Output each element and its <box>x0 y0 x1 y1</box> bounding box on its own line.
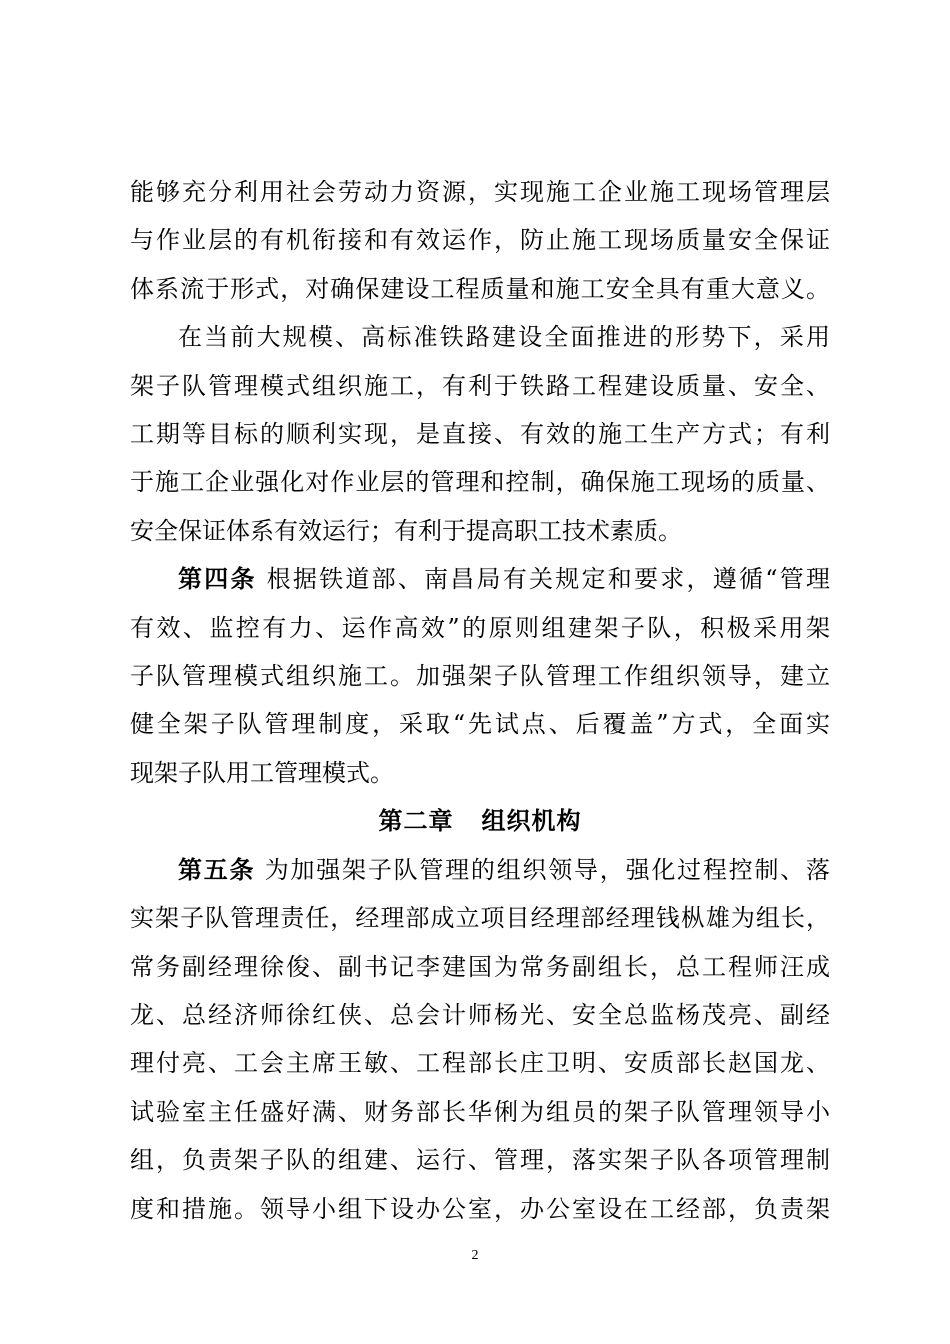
text-line: 组，负责架子队的组建、运行、管理，落实架子队各项管理制 <box>130 1146 830 1175</box>
text-line: 实架子队管理责任，经理部成立项目经理部经理钱枞雄为组长， <box>130 904 830 933</box>
text-line: 与作业层的有机衔接和有效运作，防止施工现场质量安全保证 <box>130 226 830 255</box>
text-line <box>130 846 830 894</box>
article-4-paragraph <box>130 555 845 797</box>
text-line: 安全保证体系有效运行；有利于提高职工技术素质。 <box>130 516 682 545</box>
text-line: 度和措施。领导小组下设办公室，办公室设在工经部，负责架 <box>130 1194 830 1223</box>
text-line: 架子队管理模式组织施工，有利于铁路工程建设质量、安全、 <box>130 371 830 400</box>
text-line <box>130 555 830 603</box>
text-line: 于施工企业强化对作业层的管理和控制，确保施工现场的质量、 <box>130 468 830 497</box>
document-body <box>130 168 845 1233</box>
paragraph-continuation <box>130 168 845 313</box>
chapter-number: 第二章 <box>378 806 454 836</box>
article-5-text: 为加强架子队管理的组织领导，强化过程控制、落 <box>264 855 830 884</box>
text-line: 能够充分利用社会劳动力资源，实现施工企业施工现场管理层 <box>130 178 830 206</box>
article-5-label: 第五条 <box>178 854 256 884</box>
text-line: 在当前大规模、高标准铁路建设全面推进的形势下，采用 <box>178 323 830 352</box>
text-line: 现架子队用工管理模式。 <box>130 758 394 787</box>
text-line: 子队管理模式组织施工。加强架子队管理工作组织领导，建立 <box>130 662 830 691</box>
text-line: 常务副经理徐俊、副书记李建国为常务副组长，总工程师汪成 <box>130 952 830 981</box>
article-5-paragraph <box>130 846 845 1233</box>
chapter-title: 组织机构 <box>481 806 582 836</box>
text-line: 有效、监控有力、运作高效”的原则组建架子队，积极采用架 <box>130 613 830 642</box>
page-number: 2 <box>471 1248 479 1263</box>
chapter-heading <box>130 797 830 845</box>
text-line: 体系流于形式，对确保建设工程质量和施工安全具有重大意义。 <box>130 274 830 303</box>
article-4-text: 根据铁道部、南昌局有关规定和要求，遵循“管理 <box>266 565 830 594</box>
text-line: 理付亮、工会主席王敏、工程部长庄卫明、安质部长赵国龙、 <box>130 1049 830 1078</box>
article-4-label: 第四条 <box>178 564 257 594</box>
text-line: 健全架子队管理制度，采取“先试点、后覆盖”方式，全面实 <box>130 710 830 739</box>
paragraph-railway-context <box>130 313 845 555</box>
text-line: 工期等目标的顺利实现，是直接、有效的施工生产方式；有利 <box>130 420 830 449</box>
text-line: 龙、总经济师徐红侠、总会计师杨光、安全总监杨茂亮、副经 <box>130 1000 830 1029</box>
text-line: 试验室主任盛好满、财务部长华俐为组员的架子队管理领导小 <box>130 1097 830 1126</box>
